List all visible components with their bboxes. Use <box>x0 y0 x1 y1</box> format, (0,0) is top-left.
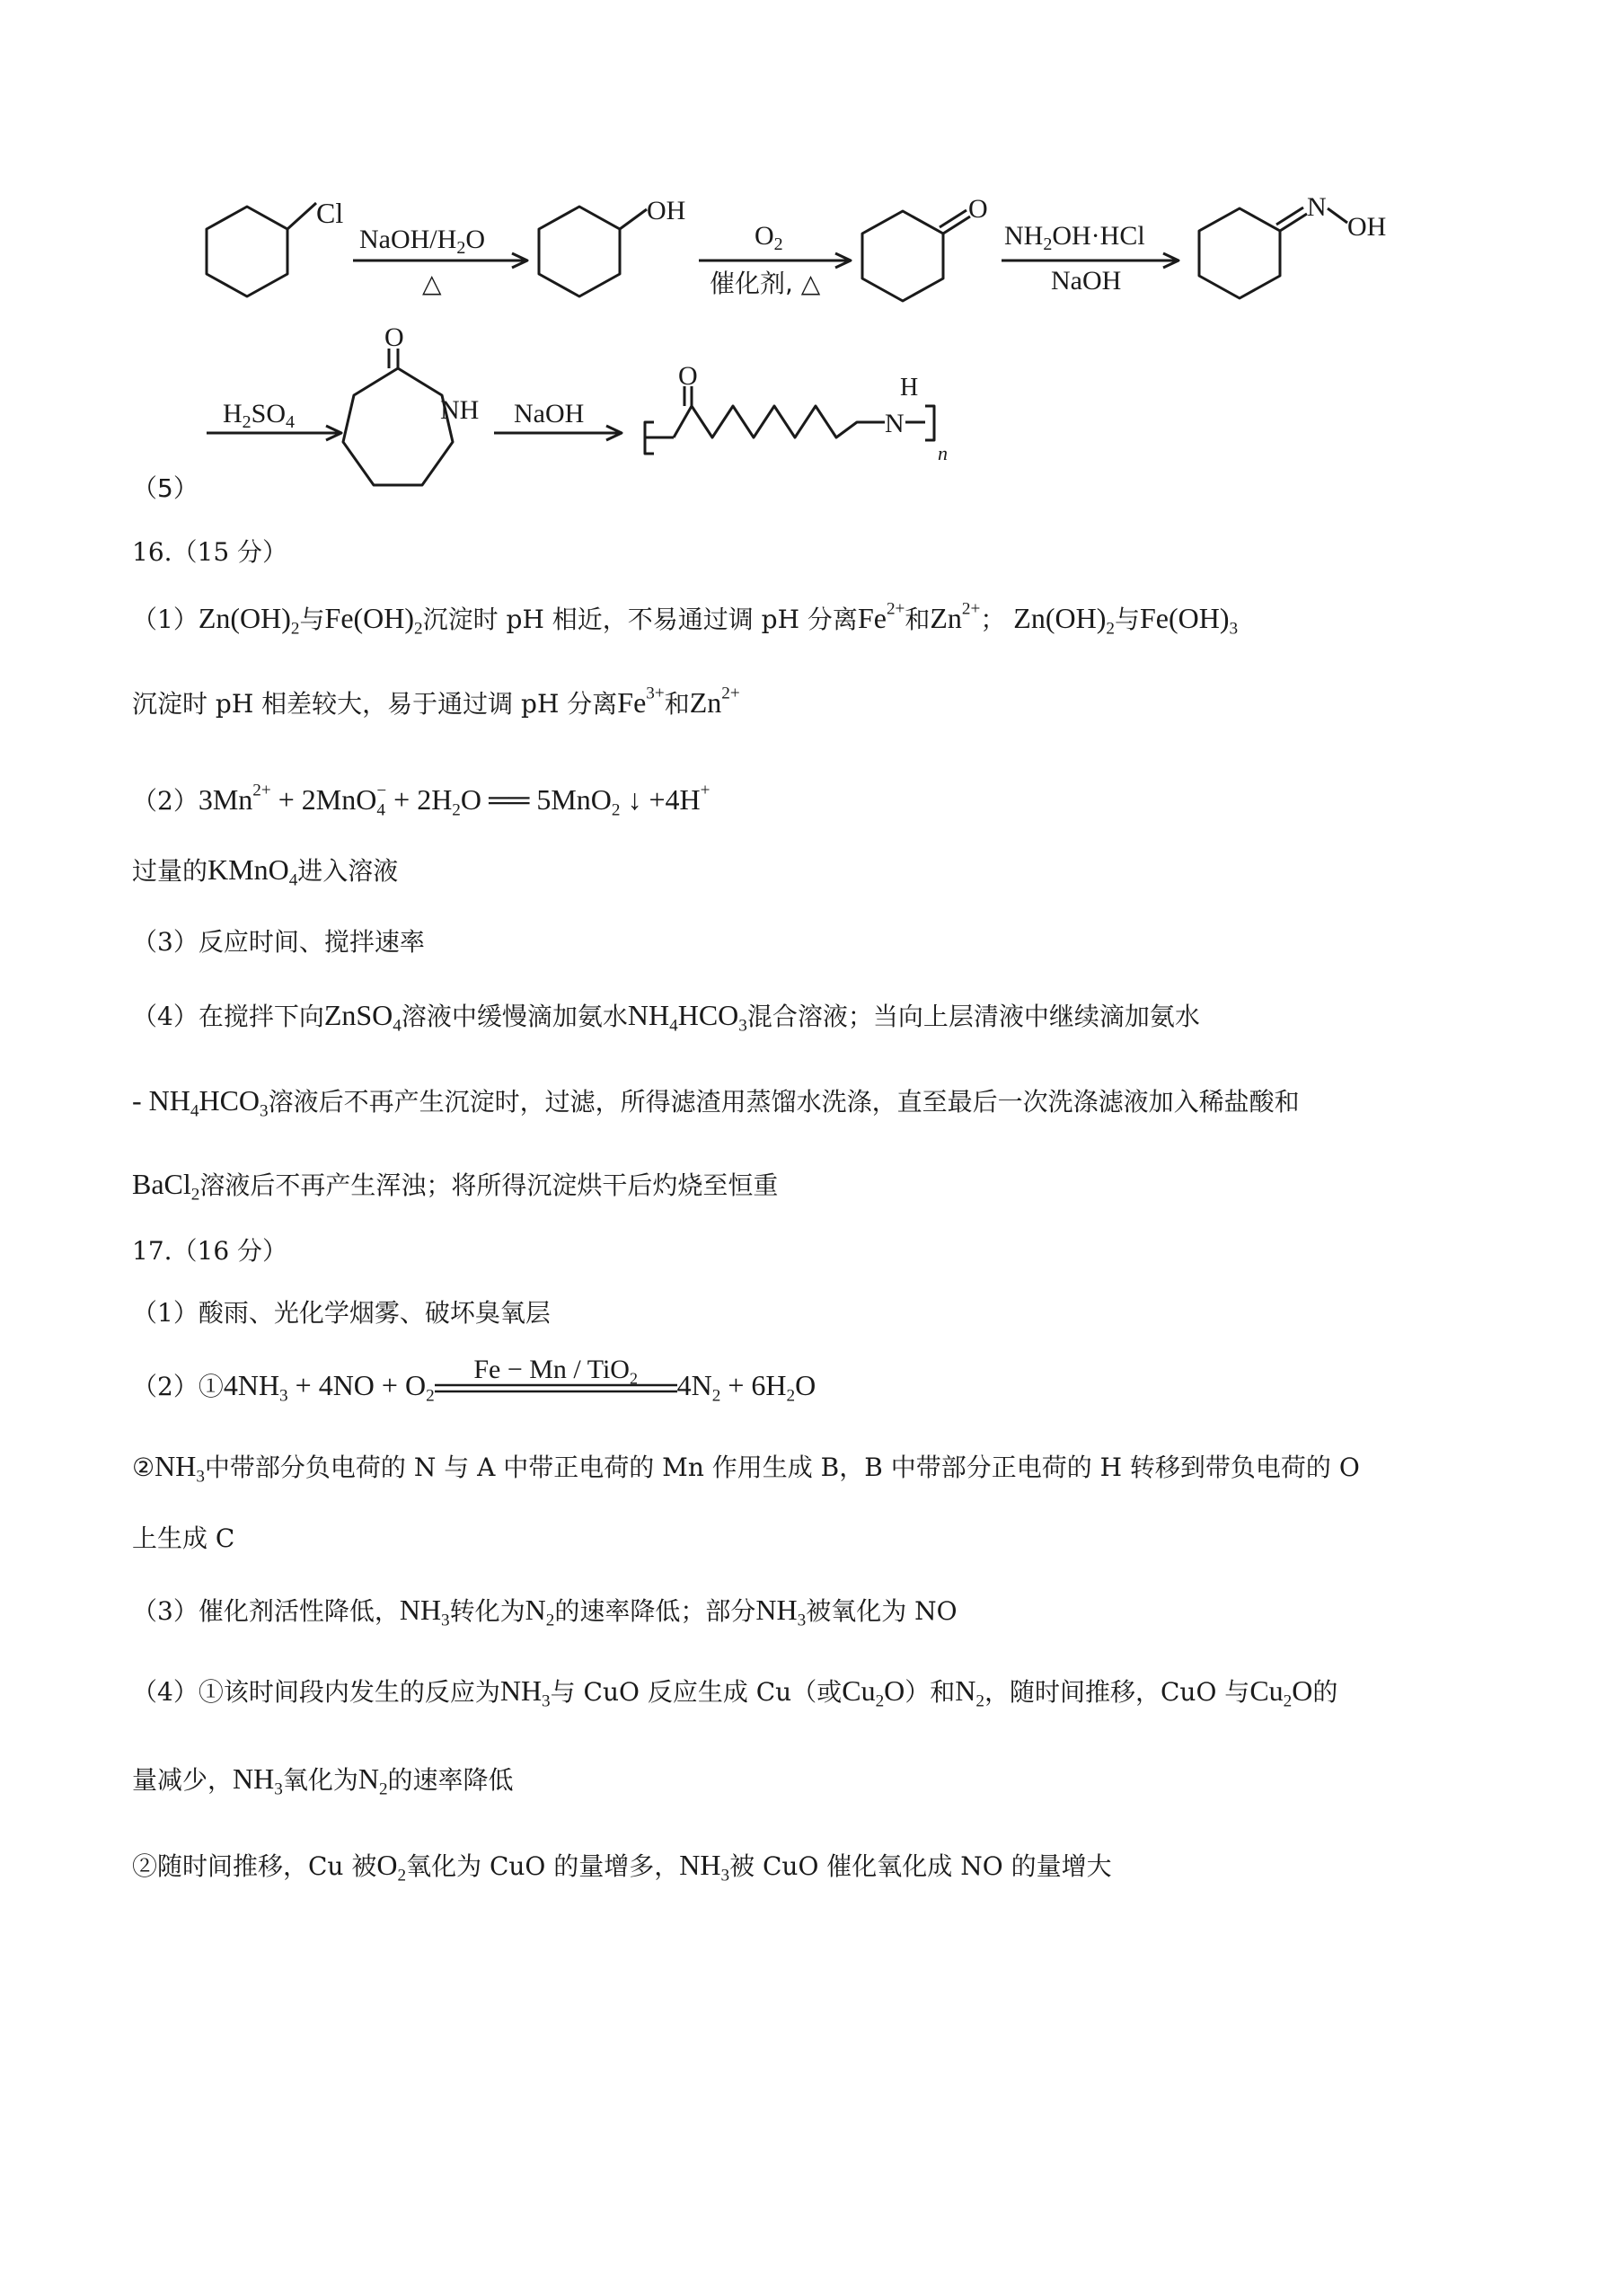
arrow4-condition-top: $H_2SO_4$ <box>223 399 296 432</box>
q16-part4-line3: BaCl$_2$溶液后不再产生浑浊；将所得沉淀烘干后灼烧至恒重 <box>132 1168 779 1205</box>
q17-part2-mechanism-line2: 上生成 C <box>132 1523 235 1553</box>
q16-part2-equation: $(2)3Mn^{2+} + 2MnO_4^- + 2H_2O$ ══ 5MnO$_2$ ↓ +4H+ <box>132 781 710 820</box>
atom-label-o: O <box>968 194 988 224</box>
atom-label-n: N <box>1307 192 1327 222</box>
q17-part3: （3）催化剂活性降低，$NH_3$转化为$N_2$的速率降低；部分$NH_3$被氧化为 NO <box>132 1594 958 1630</box>
atom-label-o-lactam: O <box>384 322 404 352</box>
polymer-chain <box>674 406 885 437</box>
arrow3-condition-bottom: NaOH <box>1051 266 1122 296</box>
arrow1-condition-bottom: △ <box>422 269 442 298</box>
polymer-subscript-n: n <box>938 442 948 464</box>
atom-label-oh-oxime: OH <box>1347 212 1387 242</box>
q16-part1-line2: 沉淀时 pH 相差较大，易于通过调 pH 分离$Fe^{3+}$和$Zn^{2+}$ <box>132 684 740 719</box>
scheme-part-label: （5） <box>132 473 199 503</box>
q16-part1-line1: $(1)Zn(OH)_2$与$Fe(OH)_2$沉淀时 pH 相近，不易通过调 pH 分离$Fe^{2+}$和$Zn^{2+}$； $Zn(OH)_2$与$Fe(OH)_3$ <box>132 599 1239 639</box>
q16-part4-line1: （4）在搅拌下向ZnSO$_4$溶液中缓慢滴加氨水$NH_4HCO_3$混合溶液；当向上层清液中继续滴加氨水 <box>132 999 1200 1036</box>
atom-label-nh: NH <box>440 395 480 425</box>
atom-label-o-polymer: O <box>678 361 698 391</box>
arrow3-condition-top: $NH_2OH\cdot HCl$ <box>1004 221 1145 254</box>
q17-part4-line1: （4）①该时间段内发生的反应为$NH_3$与 CuO 反应生成 Cu（或$Cu_2O$）和$N_2$，随时间推移，CuO 与$Cu_2O$的 <box>132 1674 1338 1711</box>
caprolactam-ring <box>343 368 453 485</box>
cyclohexane-ring-4 <box>1199 208 1280 298</box>
catalyst-equals-sign: Fe − Mn / TiO$_2$ <box>473 1354 638 1387</box>
arrow5-condition-top: NaOH <box>514 399 585 428</box>
atom-label-cl: Cl <box>316 197 344 229</box>
atom-label-h-polymer: H <box>900 374 919 402</box>
cyclohexane-ring-3 <box>862 211 943 301</box>
q17-part4-line2: 量减少，$NH_3$氧化为$N_2$的速率降低 <box>132 1762 514 1799</box>
atom-label-n-polymer: N <box>885 409 905 438</box>
atom-label-oh: OH <box>647 196 686 225</box>
q17-part1: （1）酸雨、光化学烟雾、破坏臭氧层 <box>132 1298 551 1328</box>
cyclohexane-ring-1 <box>207 207 287 296</box>
q16-header: 16.（15 分） <box>132 537 288 567</box>
arrow1-condition-top: NaOH/$H_2O$ <box>359 225 485 258</box>
cyclohexane-ring-2 <box>539 207 620 296</box>
q16-part2-note: 过量的KMnO$_4$进入溶液 <box>132 853 399 890</box>
q17-part4-line3: ②随时间推移，Cu 被$O_2$氧化为 CuO 的量增多，$NH_3$被 CuO 催化氧化成 NO 的量增大 <box>132 1849 1112 1885</box>
q16-part3: （3）反应时间、搅拌速率 <box>132 927 425 957</box>
q16-part4-line2: - $NH_4HCO_3$溶液后不再产生沉淀时，过滤，所得滤渣用蒸馏水洗涤，直至最后一次洗涤滤液加入稀盐酸和 <box>132 1084 1300 1121</box>
polymer-right-bracket <box>925 406 934 440</box>
reaction-scheme <box>0 0 1624 503</box>
q17-part2-equation: $(2)①4NH_3 + 4NO + O_2$ Fe − Mn / TiO$_2$ $4N_2 + 6H_2O$ <box>132 1354 816 1406</box>
arrow2-condition-top: $O_2$ <box>755 221 783 254</box>
arrow2-condition-bottom: 催化剂, △ <box>710 269 821 298</box>
q17-part2-mechanism-line1: $②NH_3$中带部分负电荷的 N 与 A 中带正电荷的 Mn 作用生成 B，B 中带部分正电荷的 H 转移到带负电荷的 O <box>132 1450 1360 1487</box>
q17-header: 17.（16 分） <box>132 1236 288 1266</box>
